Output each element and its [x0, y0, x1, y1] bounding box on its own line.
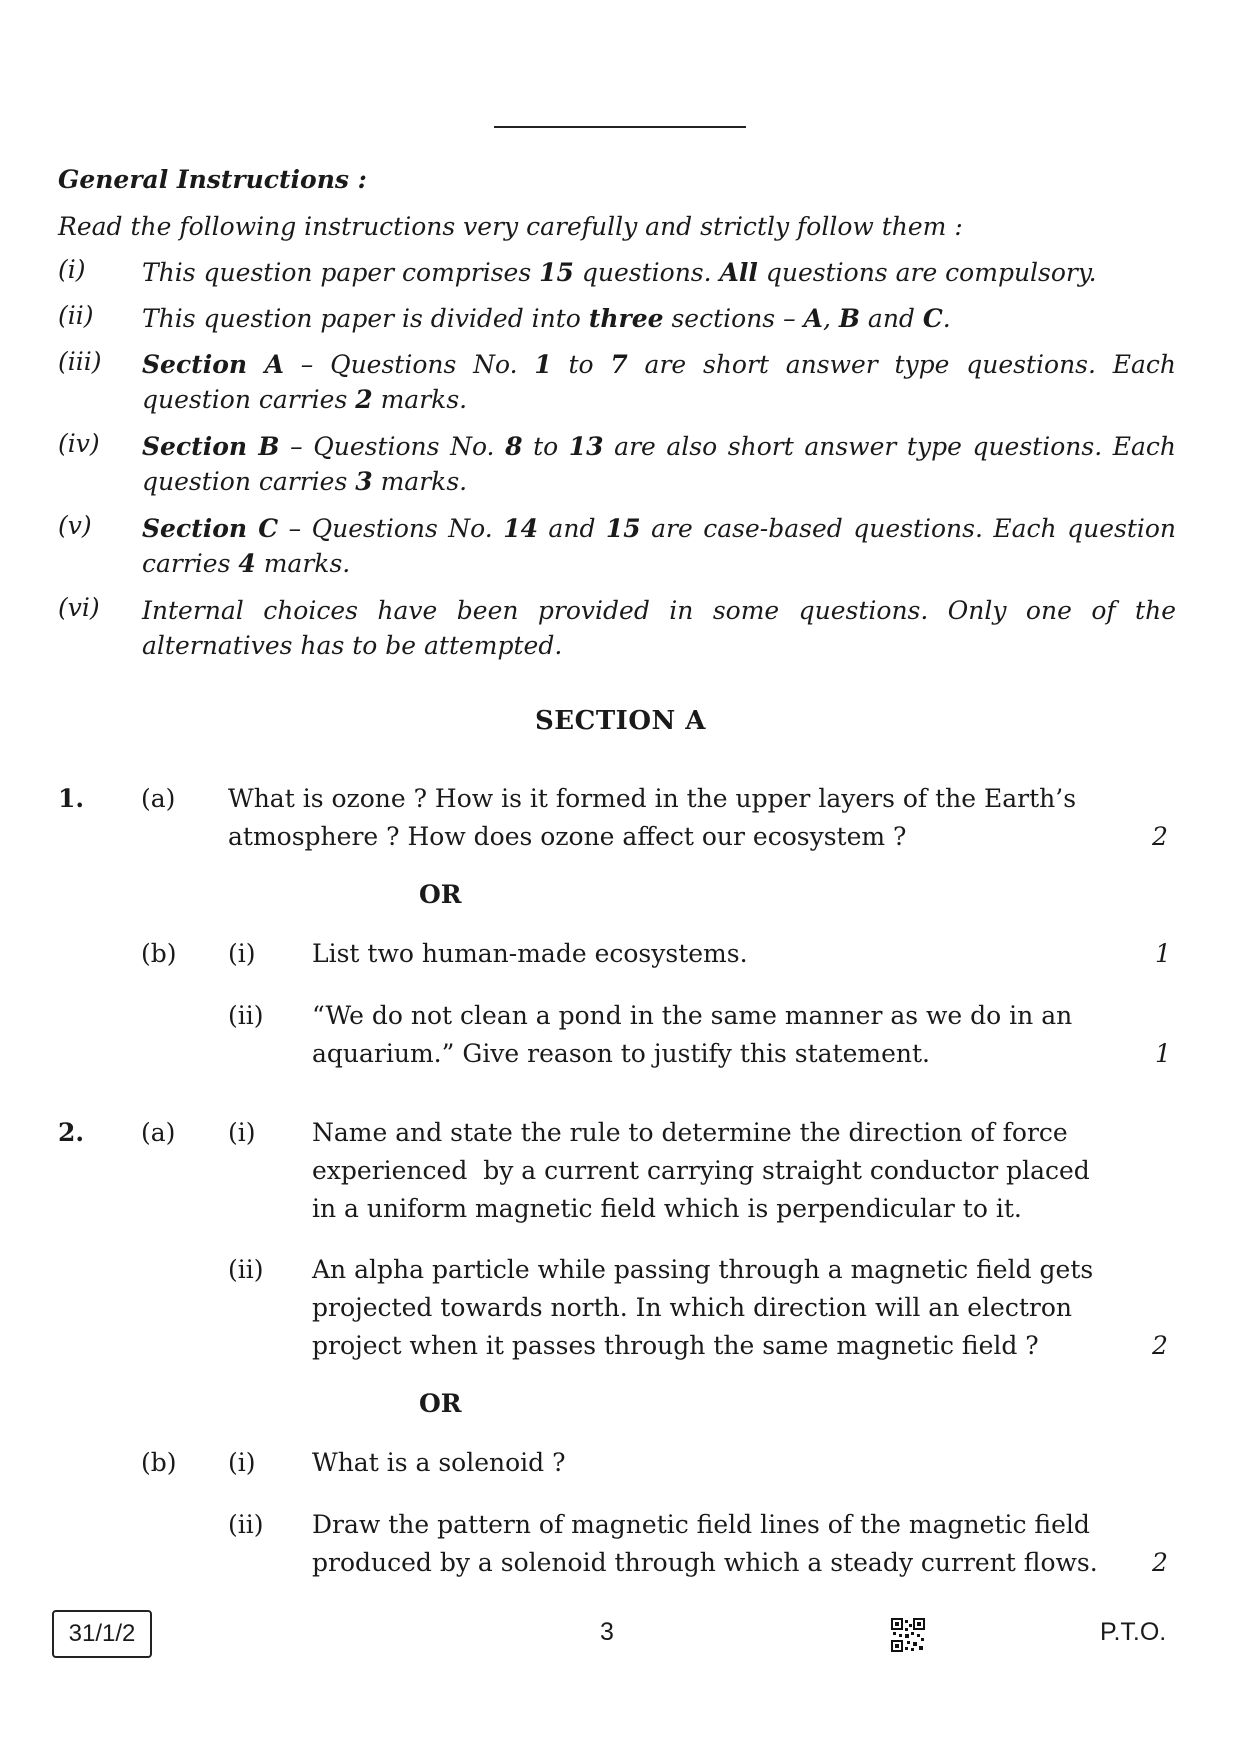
- question-text: What is a solenoid ?: [312, 1448, 566, 1477]
- question-text: An alpha particle while passing through a magnetic field gets: [312, 1255, 1094, 1284]
- instruction-item: [58, 347, 1176, 417]
- subpart-label: (i): [228, 939, 256, 968]
- instruction-number: (vi): [58, 593, 100, 622]
- marks: 1: [1155, 1039, 1171, 1068]
- subpart-label: (i): [228, 1448, 256, 1477]
- marks: 2: [1152, 1548, 1168, 1577]
- part-label: (b): [141, 939, 177, 968]
- subpart-label: (ii): [228, 1510, 264, 1539]
- qr-code-icon: [891, 1618, 925, 1652]
- or-separator: OR: [419, 1389, 462, 1418]
- general-instructions-title: General Instructions :: [58, 165, 367, 194]
- marks: 2: [1152, 822, 1168, 851]
- question-number: 2.: [58, 1118, 85, 1147]
- question-text: What is ozone ? How is it formed in the upper layers of the Earth’s: [228, 784, 1077, 813]
- instruction-item: [58, 429, 1176, 499]
- instruction-item: [58, 593, 1176, 663]
- question-text: experienced by a current carrying straight conductor placed: [312, 1156, 1090, 1185]
- question-text: atmosphere ? How does ozone affect our ecosystem ?: [228, 822, 907, 851]
- part-label: (b): [141, 1448, 177, 1477]
- question-text: project when it passes through the same magnetic field ?: [312, 1331, 1039, 1360]
- top-rule: [494, 126, 746, 128]
- instruction-text: Internal choices have been provided in some questions. Only one of the alternatives has to be attempted.: [142, 596, 1176, 660]
- instruction-text: Section B – Questions No. 8 to 13 are also short answer type questions. Each question carries 3 marks.: [142, 432, 1176, 496]
- part-label: (a): [141, 1118, 176, 1147]
- instruction-item: [58, 255, 1176, 290]
- instruction-number: (ii): [58, 301, 94, 330]
- marks: 1: [1155, 939, 1171, 968]
- question-text: produced by a solenoid through which a steady current flows.: [312, 1548, 1098, 1577]
- instruction-text: This question paper is divided into three sections – A, B and C.: [142, 304, 951, 333]
- instruction-text: Section A – Questions No. 1 to 7 are short answer type questions. Each question carries 2 marks.: [142, 350, 1176, 414]
- marks: 2: [1152, 1331, 1168, 1360]
- instruction-number: (i): [58, 255, 86, 284]
- please-turn-over: P.T.O.: [1100, 1618, 1167, 1646]
- question-number: 1.: [58, 784, 85, 813]
- instruction-number: (v): [58, 511, 92, 540]
- section-heading: SECTION A: [535, 706, 706, 736]
- subpart-label: (ii): [228, 1001, 264, 1030]
- instruction-item: [58, 301, 1176, 336]
- question-text: List two human-made ecosystems.: [312, 939, 748, 968]
- or-separator: OR: [419, 880, 462, 909]
- general-instructions-intro: Read the following instructions very carefully and strictly follow them :: [58, 212, 963, 241]
- question-text: projected towards north. In which direction will an electron: [312, 1293, 1072, 1322]
- question-text: Draw the pattern of magnetic field lines of the magnetic field: [312, 1510, 1090, 1539]
- paper-code: 31/1/2: [52, 1610, 152, 1658]
- instruction-number: (iii): [58, 347, 102, 376]
- instruction-text: This question paper comprises 15 questions. All questions are compulsory.: [142, 258, 1097, 287]
- subpart-label: (ii): [228, 1255, 264, 1284]
- page-number: 3: [600, 1618, 614, 1646]
- question-text: in a uniform magnetic field which is perpendicular to it.: [312, 1194, 1022, 1223]
- subpart-label: (i): [228, 1118, 256, 1147]
- instruction-text: Section C – Questions No. 14 and 15 are case-based questions. Each question carries 4 marks.: [142, 514, 1177, 578]
- instruction-number: (iv): [58, 429, 100, 458]
- question-text: aquarium.” Give reason to justify this statement.: [312, 1039, 930, 1068]
- part-label: (a): [141, 784, 176, 813]
- instruction-item: [58, 511, 1176, 581]
- question-text: Name and state the rule to determine the direction of force: [312, 1118, 1068, 1147]
- question-text: “We do not clean a pond in the same manner as we do in an: [312, 1001, 1073, 1030]
